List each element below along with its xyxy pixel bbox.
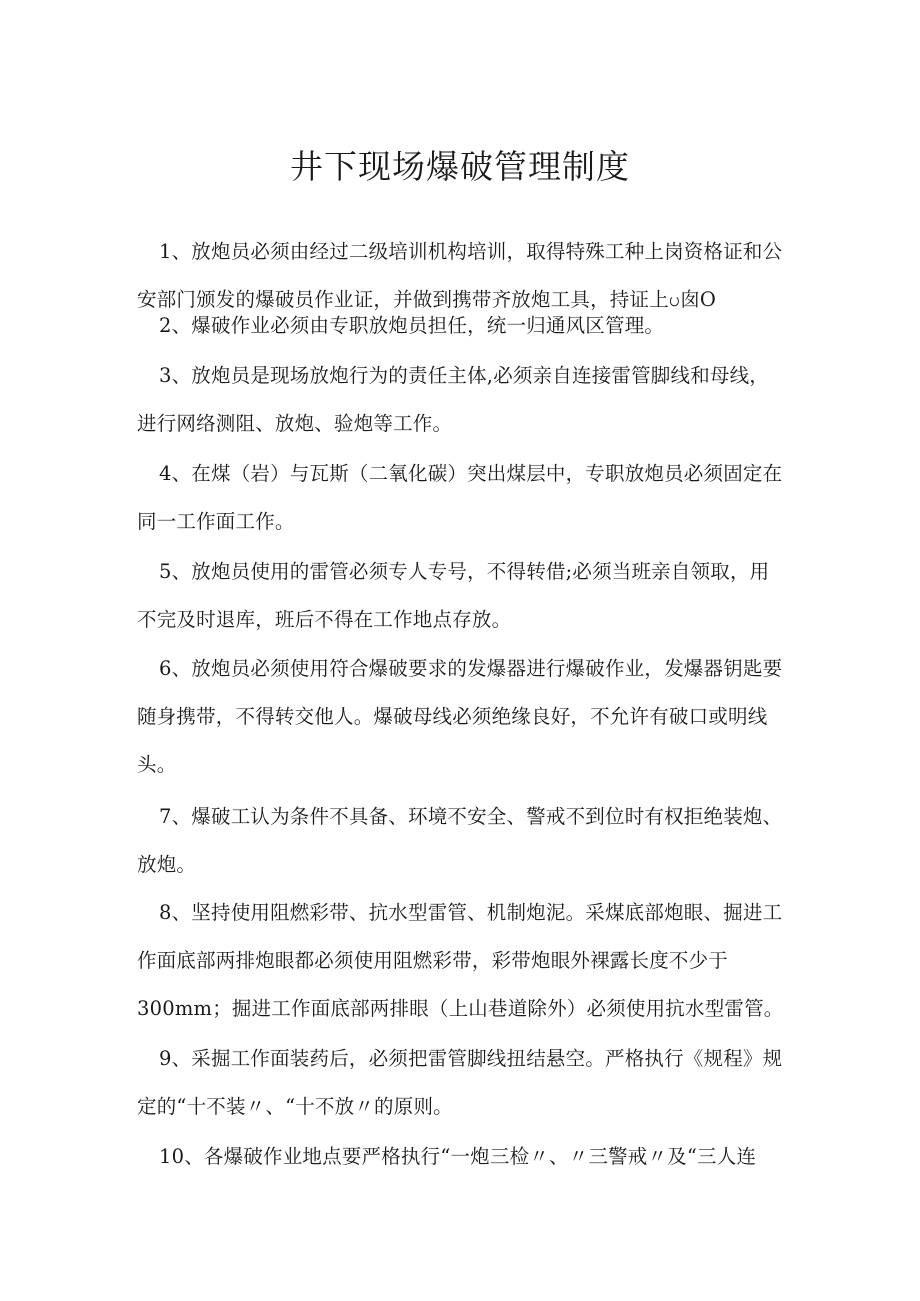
rule-paragraph-1: 1、放炮员必须由经过二级培训机构培训，取得特殊工种上岗资格证和公安部门颁发的爆破员作业证，并做到携带齐放炮工具，持证上ပ囱O (137, 240, 783, 311)
rule-paragraph-4: 4、在煤（岩）与瓦斯（二氧化碳）突出煤层中，专职放炮员必须固定在同一工作面工作。 (137, 462, 783, 533)
rule-paragraph-10: 10、各爆破作业地点要严格执行“一炮三检〃、〃三警戒〃及“三人连 (159, 1145, 757, 1168)
rule-paragraph-5: 5、放炮员使用的雷管必须专人专号，不得转借;必须当班亲自领取，用不完及时退库，班后不得在工作地点存放。 (137, 560, 770, 631)
rule-paragraph-8: 8、坚持使用阻燃彩带、抗水型雷管、机制炮泥。采煤底部炮眼、掘进工作面底部两排炮眼都必须使用阻燃彩带，彩带炮眼外裸露长度不少于300mm；掘进工作面底部两排眼（上山巷道除外）必须使用抗水型雷管。 (137, 901, 784, 1020)
document-title: 井下现场爆破管理制度 (290, 147, 630, 186)
rule-paragraph-2: 2、爆破作业必须由专职放炮员担任，统一归通风区管理。 (159, 314, 665, 337)
rule-paragraph-9: 9、采掘工作面装药后，必须把雷管脚线扭结悬空。严格执行《规程》规定的“十不装〃、“十不放〃的原则。 (137, 1047, 783, 1118)
rule-paragraph-3: 3、放炮员是现场放炮行为的责任主体,必须亲自连接雷管脚线和母线，进行网络测阻、放炮、验炮等工作。 (137, 364, 770, 435)
rule-paragraph-7: 7、爆破工认为条件不具备、环境不安全、警戒不到位时有权拒绝装炮、放炮。 (137, 805, 783, 876)
rule-paragraph-6: 6、放炮员必须使用符合爆破要求的发爆器进行爆破作业，发爆器钥匙要随身携带，不得转交他人。爆破母线必须绝缘良好，不允许有破口或明线头。 (137, 657, 783, 776)
